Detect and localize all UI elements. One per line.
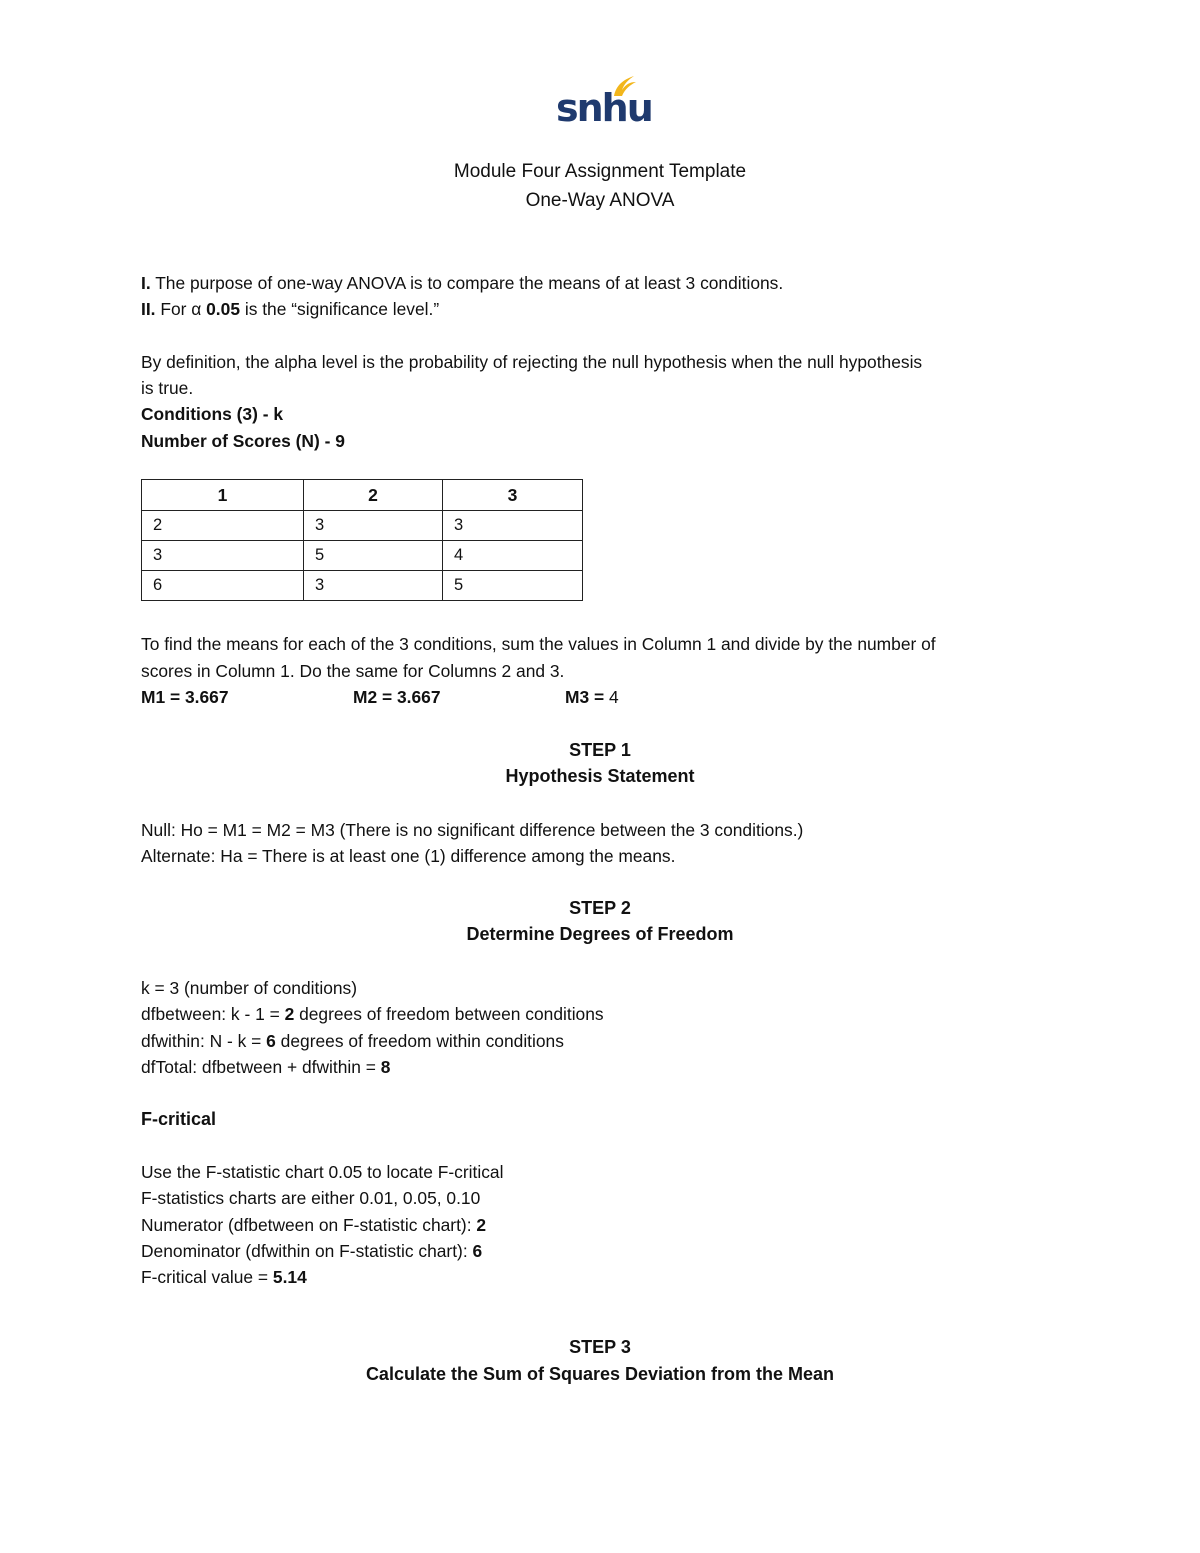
numerator-line — [141, 1212, 486, 1238]
fcritical-value: 5.14 — [272, 1267, 307, 1287]
table-cell: 5 — [443, 571, 583, 601]
table-row — [142, 571, 583, 601]
table-header-cell: 3 — [443, 480, 583, 511]
means-text-line-1: To find the means for each of the 3 conditions, sum the values in Column 1 and divide by the number of — [141, 634, 936, 654]
mean-m1: M1 = 3.667 — [141, 687, 229, 707]
table-cell: 3 — [443, 511, 583, 541]
df-between-value: 2 — [284, 1004, 295, 1024]
fcritical-line-1: Use the F-statistic chart 0.05 to locate F-critical — [141, 1162, 504, 1182]
denominator-value: 6 — [472, 1241, 483, 1261]
item-i-label: I. — [141, 273, 151, 293]
table-cell: 4 — [443, 541, 583, 571]
document-title: Module Four Assignment Template — [453, 161, 747, 182]
numerator-pre: Numerator (dfbetween on F-statistic chart): — [141, 1215, 477, 1235]
table-cell: 3 — [304, 571, 443, 601]
fcritical-value-pre: F-critical value = — [141, 1267, 273, 1287]
item-i-text: The purpose of one-way ANOVA is to compare the means of at least 3 conditions. — [150, 273, 784, 293]
mean-m3-value: 4 — [608, 687, 619, 707]
table-cell: 3 — [142, 541, 304, 571]
snhu-logo — [552, 70, 652, 134]
denominator-line — [141, 1238, 482, 1264]
fcritical-line-2: F-statistics charts are either 0.01, 0.05, 0.10 — [141, 1188, 481, 1208]
num-scores-label: Number of Scores (N) - 9 — [141, 431, 345, 451]
df-within-post: degrees of freedom within conditions — [275, 1031, 564, 1051]
definition-line-2: is true. — [141, 378, 194, 398]
table-cell: 5 — [304, 541, 443, 571]
item-ii-label: II. — [141, 299, 156, 319]
item-ii-post: is the “significance level.” — [240, 299, 440, 319]
table-header-row — [142, 480, 583, 511]
step2-label: STEP 2 — [569, 898, 631, 918]
table-cell: 3 — [304, 511, 443, 541]
scores-table — [141, 479, 583, 601]
step1-label: STEP 1 — [569, 740, 631, 760]
mean-m3 — [565, 684, 619, 710]
denominator-pre: Denominator (dfwithin on F-statistic chart): — [141, 1241, 473, 1261]
alpha-value: 0.05 — [206, 299, 240, 319]
table-header-cell: 2 — [304, 480, 443, 511]
df-within-line — [141, 1028, 564, 1054]
intro-item-i — [141, 270, 783, 296]
df-within-pre: dfwithin: N - k = — [141, 1031, 267, 1051]
df-between-pre: dfbetween: k - 1 = — [141, 1004, 285, 1024]
step1-title: Hypothesis Statement — [505, 766, 695, 786]
numerator-value: 2 — [476, 1215, 487, 1235]
alternate-hypothesis: Alternate: Ha = There is at least one (1) difference among the means. — [141, 846, 676, 866]
document-subtitle: One-Way ANOVA — [525, 190, 675, 211]
fcritical-value-line — [141, 1264, 307, 1290]
item-ii-pre: For α — [155, 299, 207, 319]
means-text-line-2: scores in Column 1. Do the same for Columns 2 and 3. — [141, 661, 565, 681]
definition-line-1: By definition, the alpha level is the probability of rejecting the null hypothesis when the null hypothesis — [141, 352, 923, 372]
k-line: k = 3 (number of conditions) — [141, 978, 358, 998]
fcritical-heading: F-critical — [141, 1109, 217, 1129]
table-header-cell: 1 — [142, 480, 304, 511]
step3-title: Calculate the Sum of Squares Deviation from the Mean — [365, 1364, 835, 1384]
mean-m3-label: M3 = — [565, 687, 609, 707]
df-between-post: degrees of freedom between conditions — [294, 1004, 604, 1024]
table-cell: 2 — [142, 511, 304, 541]
table-row — [142, 511, 583, 541]
df-total-value: 8 — [380, 1057, 391, 1077]
df-within-value: 6 — [266, 1031, 276, 1051]
df-total-pre: dfTotal: dfbetween + dfwithin = — [141, 1057, 381, 1077]
logo-text: snhu — [556, 86, 652, 130]
intro-item-ii — [141, 296, 439, 322]
step2-title: Determine Degrees of Freedom — [466, 924, 734, 944]
df-total-line — [141, 1054, 390, 1080]
mean-m2: M2 = 3.667 — [353, 687, 441, 707]
table-cell: 6 — [142, 571, 304, 601]
df-between-line — [141, 1001, 604, 1027]
conditions-label: Conditions (3) - k — [141, 404, 284, 424]
table-row — [142, 541, 583, 571]
null-hypothesis: Null: Ho = M1 = M2 = M3 (There is no significant difference between the 3 conditions.) — [141, 820, 804, 840]
step3-label: STEP 3 — [569, 1337, 631, 1357]
